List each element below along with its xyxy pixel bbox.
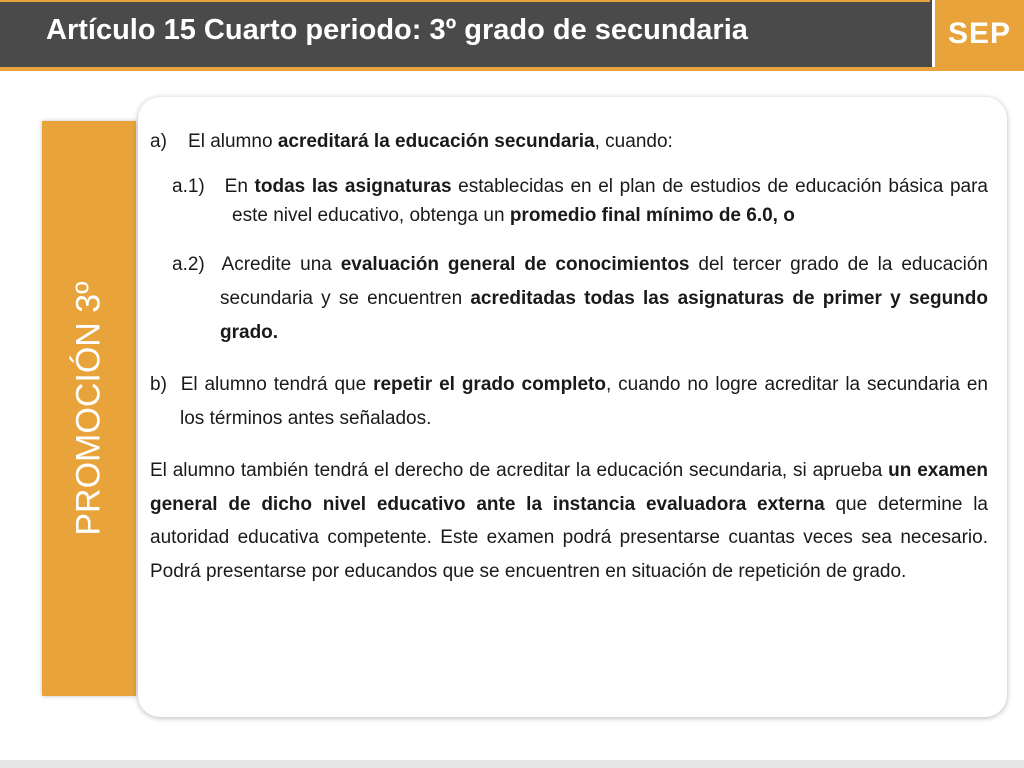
item-a2-bold-2: acreditadas todas las asignaturas de primer y segundo grado. <box>220 288 988 343</box>
item-a1 <box>172 172 988 230</box>
item-b-text-1: El alumno tendrá que <box>180 374 374 395</box>
header-accent-stripe <box>0 0 930 2</box>
item-a-text-2: , cuando: <box>594 131 673 152</box>
slide-title: Artículo 15 Cuarto periodo: 3º grado de secundaria <box>46 14 748 46</box>
item-b-bold-1: repetir el grado completo <box>373 374 606 395</box>
item-b <box>150 368 988 436</box>
final-bold-1: un examen general de dicho nivel educativo ante la instancia evaluadora externa <box>150 460 988 515</box>
article-content <box>150 126 988 588</box>
promotion-label: PROMOCIÓN 3º <box>69 281 108 536</box>
item-b-text-2: , cuando no logre acreditar la secundaria en los términos antes señalados. <box>180 374 988 429</box>
sep-logo <box>932 0 1024 67</box>
item-a2-marker: a.2) <box>172 254 205 275</box>
item-b-marker: b) <box>150 374 167 395</box>
item-a1-text-1: En <box>224 176 255 197</box>
sep-logo-text: SEP <box>947 17 1012 50</box>
item-a2-bold-1: evaluación general de conocimientos <box>340 254 690 275</box>
final-text-1: El alumno también tendrá el derecho de acreditar la educación secundaria, si aprueba <box>150 460 889 481</box>
item-a1-text-2: establecidas en el plan de estudios de educación básica para este nivel educativo, obtenga un <box>232 176 988 226</box>
slide-header <box>0 0 1024 71</box>
item-a1-bold-2: promedio final mínimo de 6.0, o <box>509 205 795 226</box>
item-a-bold-1: acreditará la educación secundaria <box>277 131 595 152</box>
item-a2-text-2: del tercer grado de la educación secundaria y se encuentren <box>220 254 988 309</box>
promotion-side-banner <box>42 121 136 696</box>
item-a2 <box>172 248 988 350</box>
item-a2-text-1: Acredite una <box>221 254 341 275</box>
item-a1-marker: a.1) <box>172 176 205 197</box>
footer-bar <box>0 760 1024 768</box>
item-a1-bold-1: todas las asignaturas <box>254 176 452 197</box>
final-text-2: que determine la autoridad educativa competente. Este examen podrá presentarse cuantas veces sea necesario. Podrá presentarse por educandos que se encuentren en situación de repetición de grado. <box>150 493 988 582</box>
item-a-marker: a) <box>150 131 167 152</box>
final-paragraph <box>150 454 988 588</box>
item-a-text-1: El alumno <box>188 131 278 152</box>
item-a <box>150 126 988 158</box>
